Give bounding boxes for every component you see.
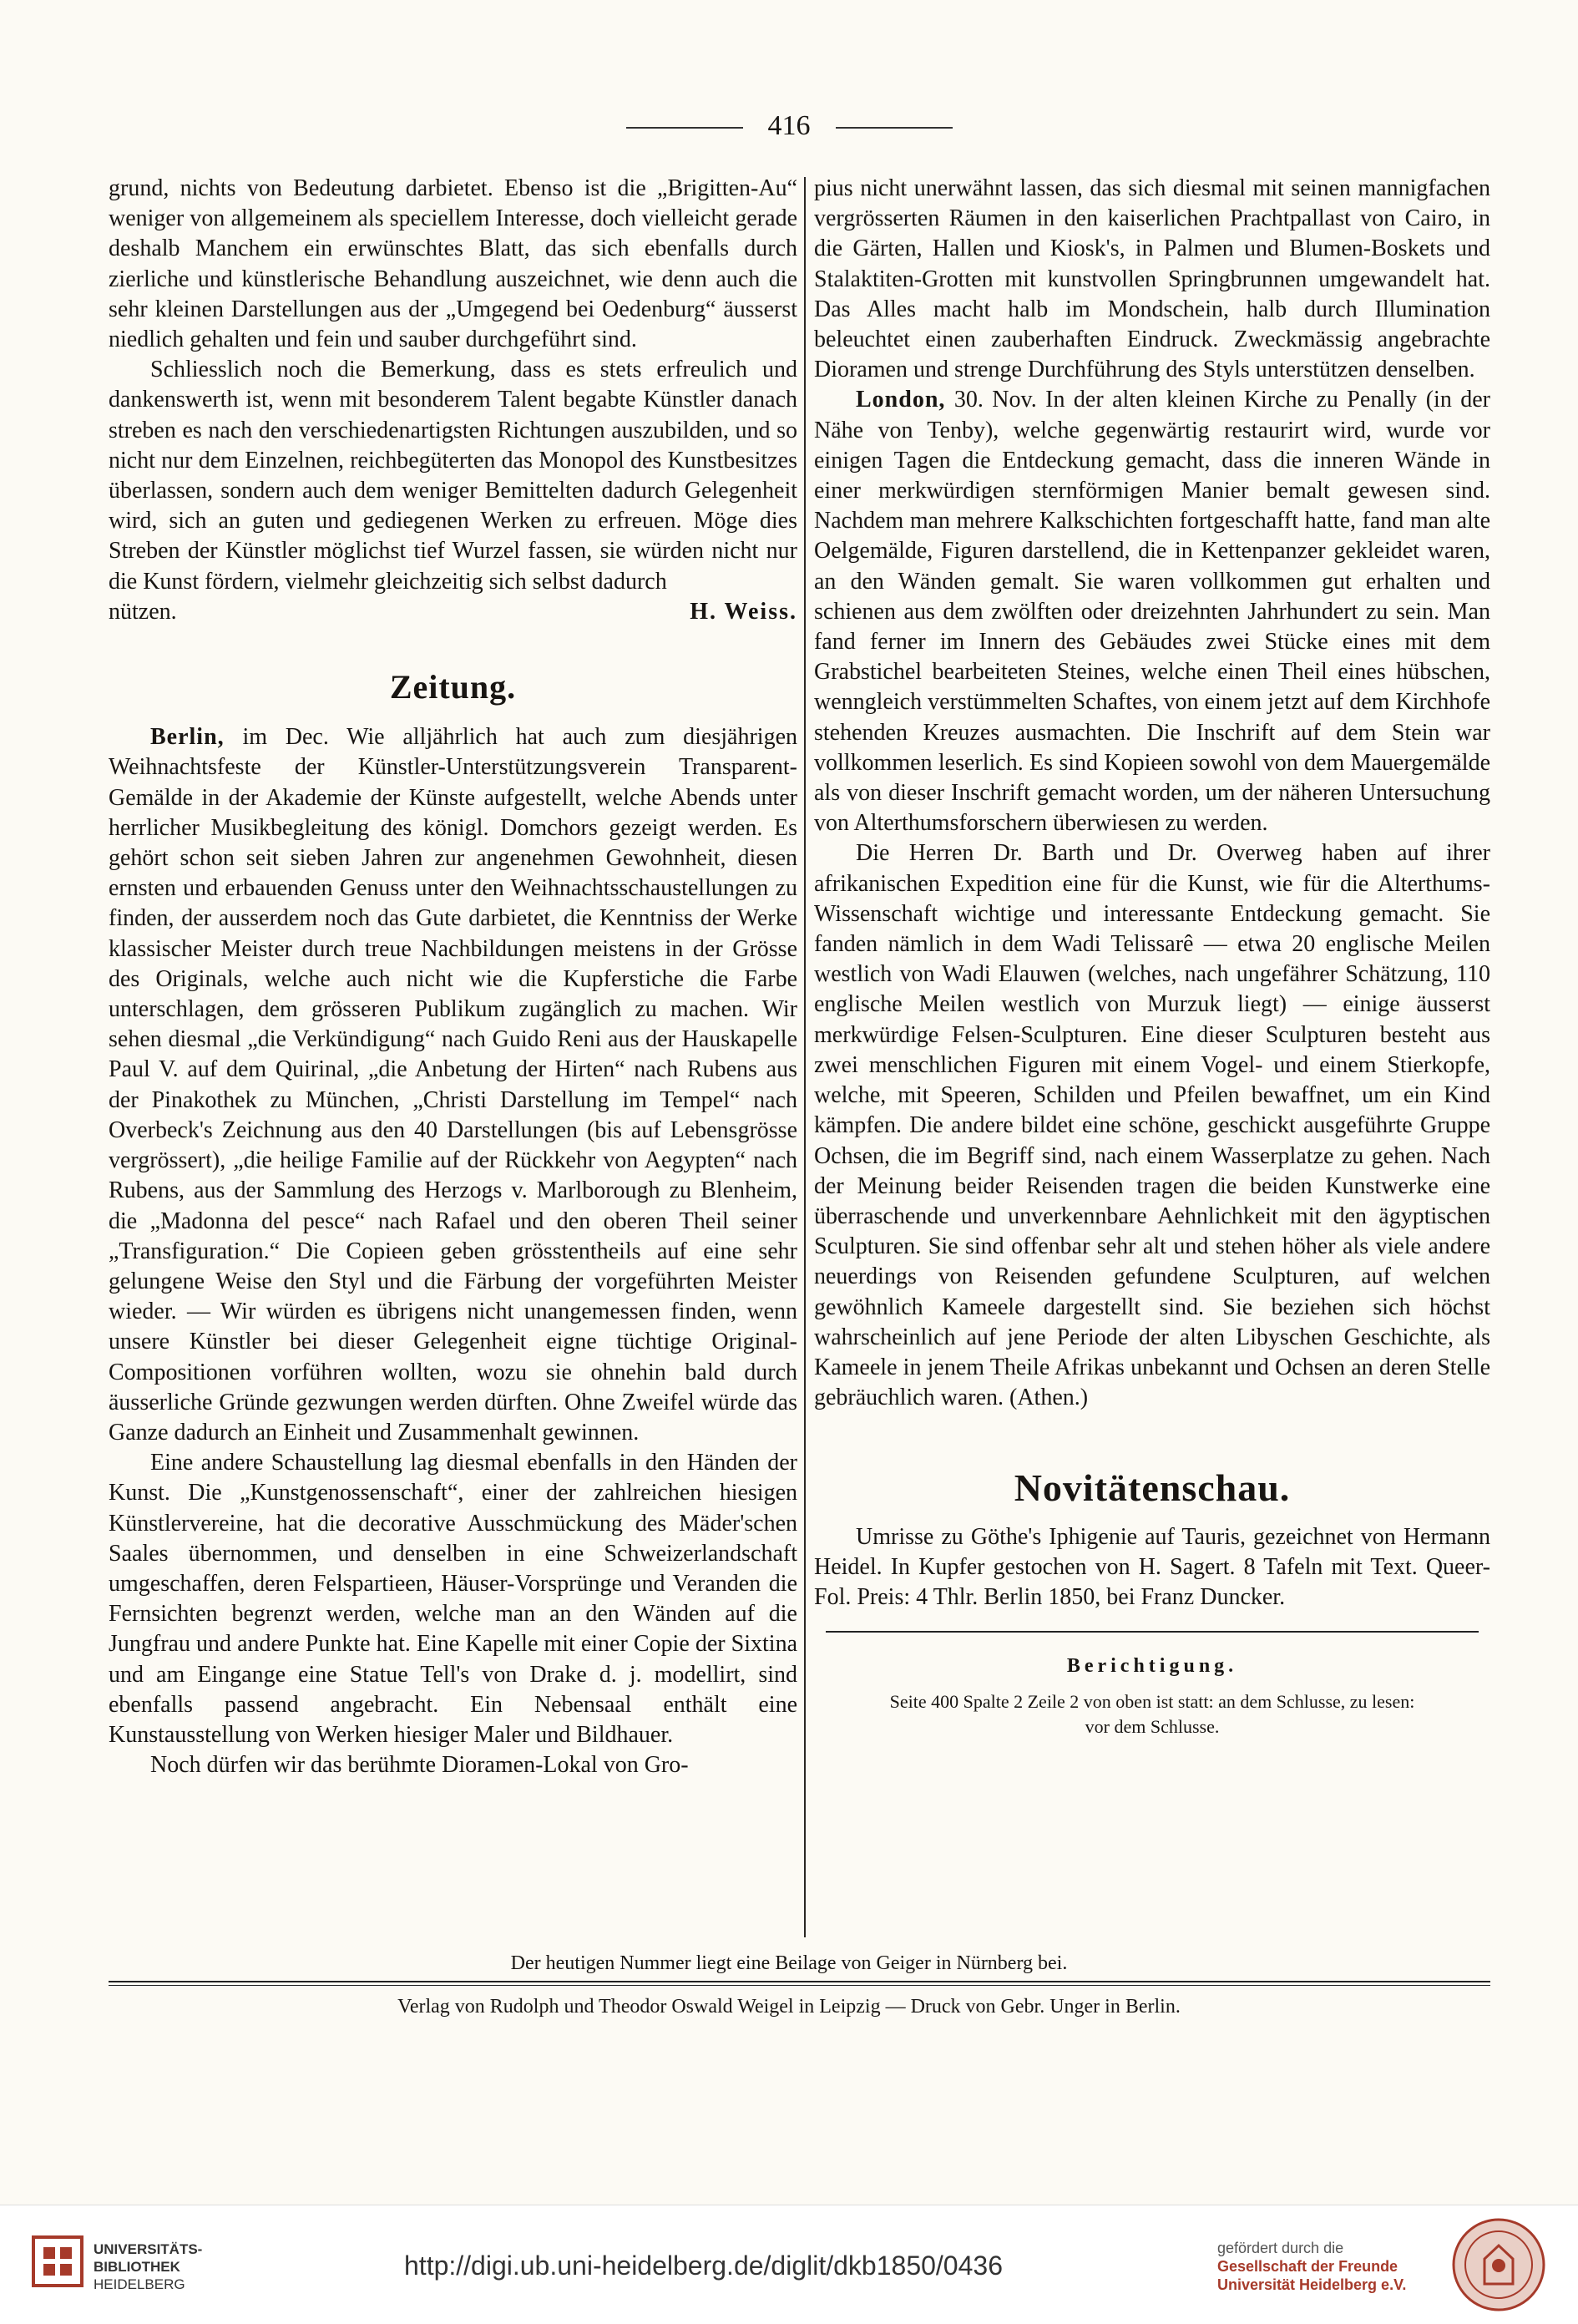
dateline-berlin: Berlin, xyxy=(150,724,225,751)
section-title-novitaeten: Novitätenschau. xyxy=(1014,1466,1291,1510)
berlin-article-text: im Dec. Wie alljährlich hat auch zum diesjährigen Weihnachtsfeste der Künstler-Unterstützungsverein Transparent-Gemälde in der Akademie der Künste aufgestellt, welche Abends unter herrlicher Musikbegleitung des königl. Domchors gezeigt werden. Es gehört schon seit sieben Jahren zur angenehmen Gewohnheit, diesen ernsten und erbauenden Genuss unter den Weihnachtsschaustellungen zu finden, der ausserdem noch das Gute darbietet, die Kenntniss der Werke klassischer Meister durch treue Nachbildungen meistens in der Grösse des Originals, welche auch nicht wie die Kupferstiche die Farbe unterschlagen, dem grösseren Publikum zugänglich zu machen. Wir sehen diesmal „die Verkündigung“ nach Guido Reni aus der Hauskapelle Paul V. auf dem Quirinal, „die Anbetung der Hirten“ nach Rubens aus der Pinakothek zu München, „Christi Darstellung im Tempel“ nach Overbeck's Zeichnung aus den 40 Darstellungen (bis auf Lebensgrösse vergrössert), „die heilige Familie auf der Rückkehr von Aegypten“ nach Rubens, aus der Sammlung des Herzogs v. Marlborough zu Blenheim, die „Madonna del pesce“ nach Rafael und den oberen Theil seiner „Transfiguration.“ Die Copieen geben grösstentheils auf eine sehr gelungene Weise den Styl und die Färbung der vorgeführten Meister wieder. — Wir würden es übrigens nicht unangemessen finden, wenn unsere Künstler bei dieser Gelegenheit eigne tüchtige Original-Compositionen vorführen wollten, wozu sie ohnehin bald durch äusserliche Gründe gezwungen werden dürften. Ohne Zweifel würde das Ganze dadurch an Einheit und Zusammenhalt gewinnen. xyxy=(109,724,797,1446)
ub-line-2: BIBLIOTHEK xyxy=(94,2259,180,2275)
sponsor-line-3: Universität Heidelberg e.V. xyxy=(1217,2276,1407,2293)
sponsor-line-1: gefördert durch die xyxy=(1217,2240,1344,2256)
berichtigung-line-2: vor dem Schlusse. xyxy=(1085,1716,1220,1738)
sponsor-line-2: Gesellschaft der Freunde xyxy=(1217,2258,1398,2275)
digitization-footer xyxy=(0,2205,1578,2324)
sponsor-text xyxy=(1217,2239,1406,2294)
berichtigung-title: Berichtigung. xyxy=(1066,1655,1238,1678)
right-column xyxy=(814,174,1490,1739)
signature-line xyxy=(109,597,797,627)
berlin-article xyxy=(109,722,797,1448)
footer-rule-thin xyxy=(109,1985,1490,1986)
berichtigung-rule xyxy=(826,1631,1479,1633)
university-library-logo xyxy=(32,2235,83,2287)
section-title-zeitung: Zeitung. xyxy=(389,668,517,706)
header-rule-left xyxy=(626,127,743,129)
left-paragraph-2: Schliesslich noch die Bemerkung, dass es stets erfreulich und dankenswerth ist, wenn mit besonderem Talent begabte Künstler danach streben es nach den verschiedenartigsten Richtungen auszubilden, und so nicht nur dem Einzelnen, reichbegüterten das Monopol des Kunstbesitzes überlassen, sondern auch dem weniger Bemittelten dadurch Gelegenheit wird, sich an guten und gediegenen Werken zu erfreuen. Möge dies Streben der Künstler möglichst tief Wurzel fassen, sie würden nicht nur die Kunst fördern, vielmehr gleichzeitig sich selbst dadurch xyxy=(109,357,797,595)
closing-word: nützen. xyxy=(109,598,177,625)
novitaet-entry: Umrisse zu Göthe's Iphigenie auf Tauris, gezeichnet von Hermann Heidel. In Kupfer gestochen von H. Sagert. 8 Tafeln mit Text. Queer-Fol. Preis: 4 Thlr. Berlin 1850, bei Franz Duncker. xyxy=(814,1523,1490,1610)
header-rule-right xyxy=(836,127,953,129)
university-seal-icon xyxy=(1451,2217,1546,2312)
london-article xyxy=(814,385,1490,838)
left-paragraph-5: Noch dürfen wir das berühmte Dioramen-Lokal von Gro- xyxy=(150,1752,689,1779)
ub-line-1: UNIVERSITÄTS- xyxy=(94,2241,203,2257)
right-paragraph-1: pius nicht unerwähnt lassen, das sich diesmal mit seinen mannigfachen vergrösserten Räumen in den kaiserlichen Prachtpallast von Cairo, in die Gärten, Hallen und Kiosk's, in Palmen und Blumen-Boskets und Stalaktiten-Grotten mit kunstvollen Springbrunnen umgewandelt hat. Das Alles macht halb im Mondschein, halb durch Illumination beleuchtet einen zauberhaften Eindruck. Zweckmässig angebrachte Dioramen und strenge Durchführung des Styls unterstützen denselben. xyxy=(814,175,1490,383)
column-divider xyxy=(804,177,806,1937)
footer-rule xyxy=(109,1981,1490,1982)
page-header xyxy=(0,110,1578,142)
london-article-text: 30. Nov. In der alten kleinen Kirche zu Penally (in der Nähe von Tenby), welche gegenwärtig restaurirt wird, wurde vor einigen Tagen die Entdeckung gemacht, dass die inneren Wände in einer merkwürdigen sternförmigen Manier bemalt gewesen sind. Nachdem man mehrere Kalkschichten fortgeschafft hatte, fand man alte Oelgemälde, Figuren darstellend, die in Kettenpanzer gekleidet waren, an den Wänden gemalt. Sie waren vollkommen gut erhalten und schienen aus dem zwölften oder dreizehnten Jahrhundert zu sein. Man fand ferner im Innern des Gebäudes zwei Stücke eines mit dem Grabstichel bearbeiteten Steines, welche einen Theil eines hübschen, wenngleich verstümmelten Schaftes, von einem jetzt auf dem Kirchhofe stehenden Kreuzes ausmachten. Die Inschrift auf dem Stein war vollkommen leserlich. Es sind Kopieen sowohl von dem Mauergemälde als von dieser Inschrift gemacht worden, um der näheren Untersuchung von Alterthumsforschern überwiesen zu werden. xyxy=(814,387,1491,837)
page-number: 416 xyxy=(767,110,811,141)
left-column xyxy=(109,174,797,1780)
publisher-line: Verlag von Rudolph und Theodor Oswald Weigel in Leipzig — Druck von Gebr. Unger in Berlin. xyxy=(397,1996,1181,2018)
dateline-london: London, xyxy=(856,387,946,413)
permalink-url[interactable]: http://digi.ub.uni-heidelberg.de/diglit/dkb1850/0436 xyxy=(404,2251,1003,2281)
left-paragraph-1: grund, nichts von Bedeutung darbietet. Ebenso ist die „Brigitten-Au“ weniger von allgemeinem als speciellem Interesse, doch vielleicht gerade deshalb Manchem ein erwünschtes Blatt, das sich ebenfalls durch zierliche und künstlerische Behandlung auszeichnet, wie denn auch die sehr kleinen Darstellungen aus der „Umgegend bei Oedenburg“ äusserst niedlich gehalten und fein und sauber durchgeführt sind. xyxy=(109,175,797,353)
berichtigung-line-1: Seite 400 Spalte 2 Zeile 2 von oben ist statt: an dem Schlusse, zu lesen: xyxy=(889,1691,1415,1713)
university-library-name xyxy=(94,2240,202,2293)
left-paragraph-4: Eine andere Schaustellung lag diesmal ebenfalls in den Händen der Kunst. Die „Kunstgenossenschaft“, einer der zahlreichen hiesigen Künstlervereine, hat die decorative Ausschmückung des Mäder'schen Saales übernommen, und denselben in eine Schweizerlandschaft umgeschaffen, deren Felspartieen, Häuser-Vorsprünge und Veranden die Fernsichten begrenzt werden, welche man an den Wänden auf die Jungfrau und andere Punkte hat. Eine Kapelle mit einer Copie der Sixtina und am Eingange eine Statue Tell's von Drake d. j. modellirt, sind ebenfalls passend angebracht. Ein Nebensaal enthält eine Kunstausstellung von Werken hiesiger Maler und Bildhauer. xyxy=(109,1450,797,1748)
author-signature: H. Weiss. xyxy=(690,598,797,625)
supplement-note: Der heutigen Nummer liegt eine Beilage von Geiger in Nürnberg bei. xyxy=(510,1952,1068,1974)
right-paragraph-3: Die Herren Dr. Barth und Dr. Overweg haben auf ihrer afrikanischen Expedition eine für die Kunst, wie für die Alterthums-Wissenschaft wichtige und interessante Entdeckung gemacht. Sie fanden nämlich in dem Wadi Telissarê — etwa 20 englische Meilen westlich von Wadi Elauwen (welches, nach ungefährer Schätzung, 110 englische Meilen westlich von Murzuk liegt) — einige äusserst merkwürdige Felsen-Sculpturen. Eine dieser Sculpturen besteht aus zwei menschlichen Figuren mit einem Vogel- und einem Stierkopfe, welche, mit Speeren, Schilden und Pfeilen bewaffnet, um ein Kind kämpfen. Die andere bildet eine schöne, geschickt ausgeführte Gruppe Ochsen, die im Begriff sind, nach einem Wasserplatze zu gehen. Nach der Meinung beider Reisenden tragen die beiden Kunstwerke eine überraschende und unverkennbare Aehnlichkeit mit den ägyptischen Sculpturen. Sie sind offenbar sehr alt und stehen höher als viele andere neuerdings von Reisenden gefundene Sculpturen, auf welchen gewöhnlich Kameele dargestellt sind. Sie beziehen sich höchst wahrscheinlich auf jene Periode der alten Libyschen Geschichte, als Kameele in jenem Theile Afrikas unbekannt und Ochsen an deren Stelle gebräuchlich waren. (Athen.) xyxy=(814,840,1490,1411)
ub-line-3: HEIDELBERG xyxy=(94,2276,185,2292)
